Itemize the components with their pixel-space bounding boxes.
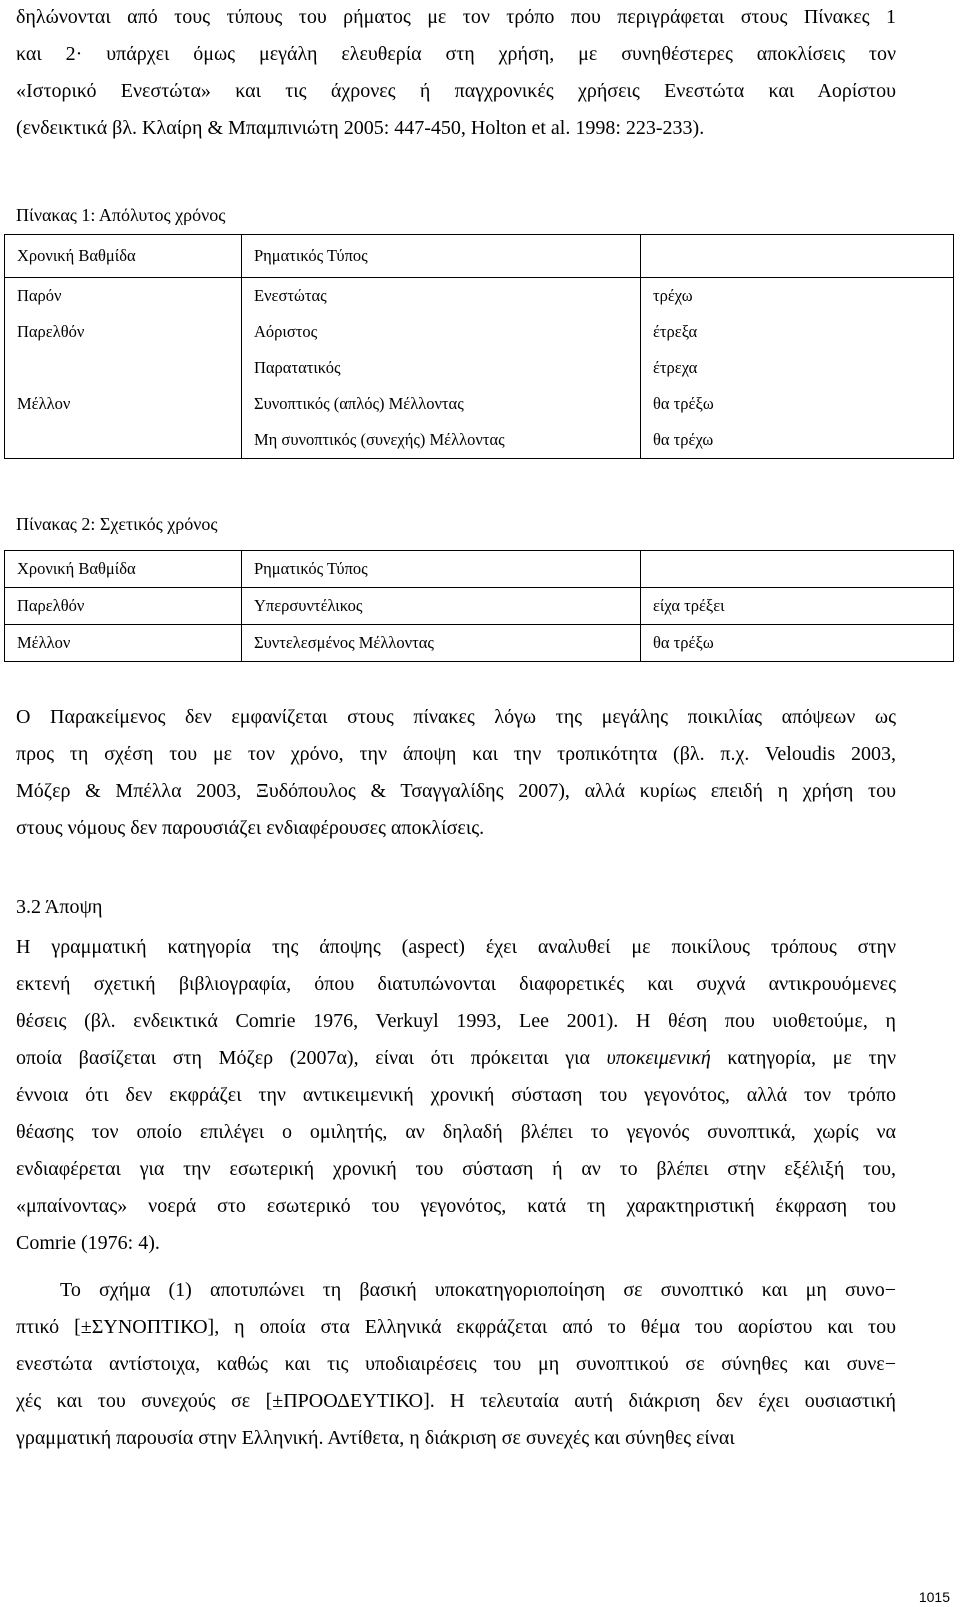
text-line: ενδιαφέρεται για την εσωτερική χρονική του σύσταση ή αν το βλέπει στην εξέλιξή του, [16, 1158, 896, 1180]
text-line: «Ιστορικό Ενεστώτα» και τις άχρονες ή παγχρονικές χρήσεις Ενεστώτα και Αορίστου [16, 80, 896, 102]
table2 [4, 550, 954, 662]
table-cell: είχα τρέξει [641, 588, 954, 625]
text-line [16, 1040, 896, 1077]
table-header-row [5, 235, 954, 278]
text-line: χές και του συνεχούς σε [±ΠΡΟΟΔΕΥΤΙΚΟ]. Η τελευταία αυτή διάκριση δεν έχει ουσιαστική [16, 1390, 896, 1412]
table-header-cell: Ρηματικός Τύπος [242, 235, 641, 278]
text-line: «μπαίνοντας» νοερά στο εσωτερικό του γεγονότος, κατά τη χαρακτηριστική έκφραση του [16, 1195, 896, 1217]
table-cell [5, 350, 242, 386]
text-line: (ενδεικτικά βλ. Κλαίρη & Μπαμπινιώτη 2005: 447-450, Holton et al. 1998: 223-233). [16, 117, 705, 139]
table-cell: Παρελθόν [5, 314, 242, 350]
table-cell: Μέλλον [5, 625, 242, 662]
table-row [5, 278, 954, 315]
text-line: προς τη σχέση του με τον χρόνο, την άποψη και την τροπικότητα (βλ. π.χ. Veloudis 2003, [16, 743, 896, 765]
intro-paragraph [16, 0, 896, 147]
table-cell: έτρεξα [641, 314, 954, 350]
table-row [5, 588, 954, 625]
paragraph-aspect [16, 929, 896, 1262]
italic-term: υποκειμενική [606, 1047, 711, 1069]
text-line: έννοια ότι δεν εκφράζει την αντικειμενική χρονική σύσταση του γεγονότος, αλλά τον τρόπο [16, 1084, 896, 1106]
table-row [5, 386, 954, 422]
text-line: Comrie (1976: 4). [16, 1232, 160, 1254]
table-cell: Μέλλον [5, 386, 242, 422]
text-fragment: κατηγορία, με την [710, 1047, 896, 1069]
table-header-cell: Χρονική Βαθμίδα [5, 235, 242, 278]
table-cell: έτρεχα [641, 350, 954, 386]
table-cell: Αόριστος [242, 314, 641, 350]
text-fragment: οποία βασίζεται στη Μόζερ (2007α), είναι ότι πρόκειται για [16, 1047, 607, 1069]
table-cell [5, 422, 242, 459]
page-number: 1015 [918, 1589, 950, 1605]
paragraph-schema [16, 1272, 896, 1457]
text-line: στους νόμους δεν παρουσιάζει ενδιαφέρουσες αποκλίσεις. [16, 817, 485, 839]
section-heading: 3.2 Άποψη [16, 896, 103, 918]
table2-caption: Πίνακας 2: Σχετικός χρόνος [16, 514, 218, 534]
text-line: εκτενή σχετική βιβλιογραφία, όπου διατυπώνονται διαφορετικές και συχνά αντικρουόμενες [16, 973, 896, 995]
table-cell: Συνοπτικός (απλός) Μέλλοντας [242, 386, 641, 422]
table-row [5, 422, 954, 459]
text-line: Μόζερ & Μπέλλα 2003, Ξυδόπουλος & Τσαγγαλίδης 2007), αλλά κυρίως επειδή η χρήση του [16, 780, 896, 802]
table-cell: Μη συνοπτικός (συνεχής) Μέλλοντας [242, 422, 641, 459]
table-header-cell: Χρονική Βαθμίδα [5, 551, 242, 588]
table-cell: τρέχω [641, 278, 954, 315]
text-line: δηλώνονται από τους τύπους του ρήματος με τον τρόπο που περιγράφεται στους Πίνακες 1 [16, 6, 896, 28]
text-line: θέασης τον οποίο επιλέγει ο ομιλητής, αν δηλαδή βλέπει το γεγονός συνοπτικά, χωρίς να [16, 1121, 896, 1143]
text-line: Ο Παρακείμενος δεν εμφανίζεται στους πίνακες λόγω της μεγάλης ποικιλίας απόψεων ως [16, 706, 896, 728]
table-cell: Παρατατικός [242, 350, 641, 386]
table-cell: θα τρέχω [641, 422, 954, 459]
text-line: γραμματική παρουσία στην Ελληνική. Αντίθετα, η διάκριση σε συνεχές και σύνηθες είναι [16, 1427, 735, 1449]
text-line: πτικό [±ΣΥΝΟΠΤΙΚΟ], η οποία στα Ελληνικά εκφράζεται από το θέμα του αορίστου και του [16, 1316, 896, 1338]
text-line: ενεστώτα αντίστοιχα, καθώς και τις υποδιαιρέσεις του μη συνοπτικού σε σύνηθες και συνε− [16, 1353, 896, 1375]
table-cell: Παρελθόν [5, 588, 242, 625]
table-header-cell: Ρηματικός Τύπος [242, 551, 641, 588]
paragraph-perfect [16, 699, 896, 847]
text-line: Το σχήμα (1) αποτυπώνει τη βασική υποκατηγοριοποίηση σε συνοπτικό και μη συνο− [60, 1279, 896, 1301]
table-row [5, 625, 954, 662]
table-header-cell [641, 235, 954, 278]
table-row [5, 314, 954, 350]
table-cell: Ενεστώτας [242, 278, 641, 315]
table1 [4, 234, 954, 459]
table-cell: Παρόν [5, 278, 242, 315]
table-header-row [5, 551, 954, 588]
table-cell: θα τρέξω [641, 625, 954, 662]
table1-caption: Πίνακας 1: Απόλυτος χρόνος [16, 205, 226, 225]
table-header-cell [641, 551, 954, 588]
table-cell: θα τρέξω [641, 386, 954, 422]
text-line: και 2· υπάρχει όμως μεγάλη ελευθερία στη χρήση, με συνηθέστερες αποκλίσεις τον [16, 43, 896, 65]
text-line: θέσεις (βλ. ενδεικτικά Comrie 1976, Verkuyl 1993, Lee 2001). Η θέση που υιοθετούμε, η [16, 1010, 896, 1032]
table-cell: Υπερσυντέλικος [242, 588, 641, 625]
table-cell: Συντελεσμένος Μέλλοντας [242, 625, 641, 662]
table-row [5, 350, 954, 386]
text-line: Η γραμματική κατηγορία της άποψης (aspect) έχει αναλυθεί με ποικίλους τρόπους στην [16, 936, 896, 958]
